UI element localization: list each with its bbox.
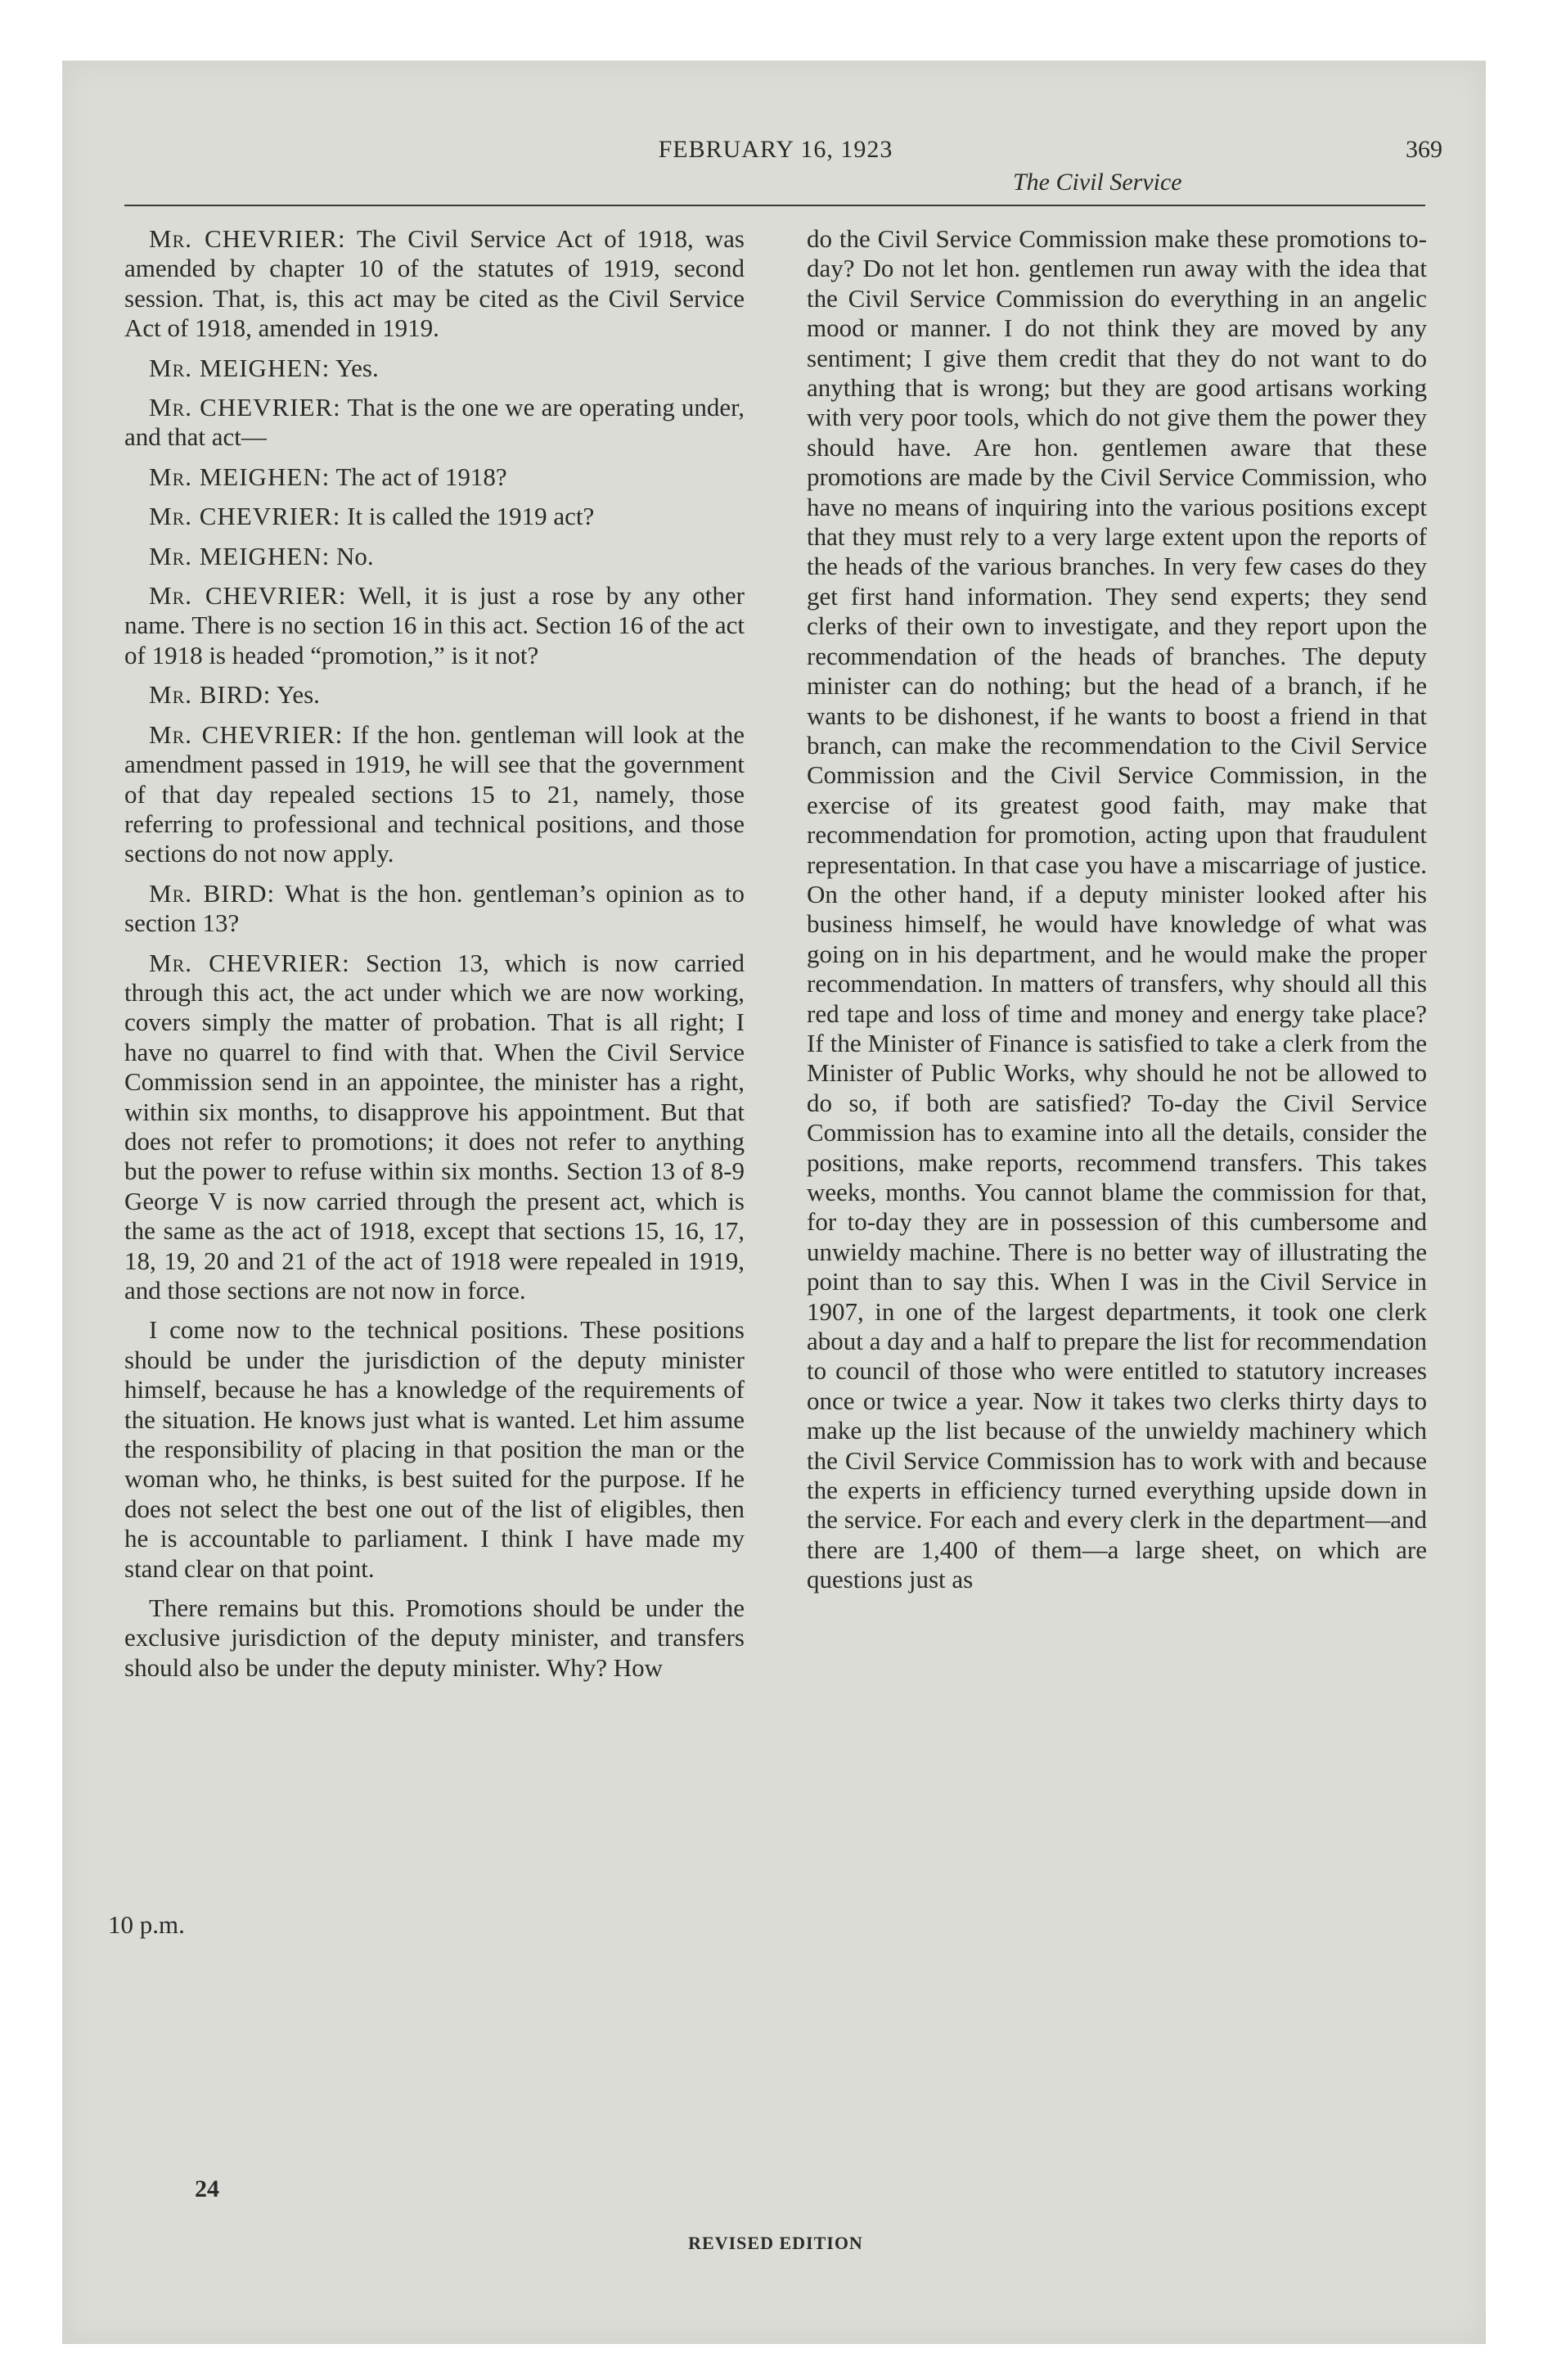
speaker-name: Mr. CHEVRIER: [149,948,350,977]
edition-label: REVISED EDITION [688,2233,863,2253]
paragraph-text: do the Civil Service Commission make these promotions to-day? Do not let hon. gentlemen run away with the idea that the Civil Service Commission do everything in an angelic mood or manner. I do not think they are moved by any sentiment; I give them credit that they do not want to do anything that is wrong; but they are good artisans working with very poor tools, which do not give them the power they should have. Are hon. gentlemen aware that these promotions are made by the Civil Service Commission, who have no means of inquiring into the various positions except that they must rely to a very large extent upon the reports of the heads of the various branches. In very few cases do they get first hand information. They send experts; they send clerks of their own to investigate, and they report upon the recommendation of the heads of branches. The deputy minister can do nothing; but the head of a branch, if he wants to be dishonest, if he wants to boost a friend in that branch, can make the recommendation to the Civil Service Commission and the Civil Service Commission, in the exercise of its greatest good faith, may make that recommendation for promotion, acting upon that fraudulent representation. In that case you have a miscarriage of justice. On the other hand, if a deputy minister looked after his business himself, he would have knowledge of what was going on in his department, and he would make the proper recommendation. In matters of transfers, why should all this red tape and loss of time and money and energy take place? If the Minister of Finance is satisfied to take a clerk from the Minister of Public Works, why should he not be allowed to do so, if both are satisfied? To-day the Civil Service Commission has to examine into all the details, consider the positions, make reports, recommend transfers. This takes weeks, months. You cannot blame the commission for that, for to-day they are in possession of this cumbersome and unwieldy machine. There is no better way of illustrating the point than to say this. When I was in the Civil Service in 1907, in one of the largest departments, it took one clerk about a day and a half to prepare the list for recommendation to council of those who were entitled to statutory increases once or twice a year. Now it takes two clerks thirty days to make up the list because of the unwieldy machinery which the Civil Service Commission has to work with and because the experts in efficiency turned everything upside down in the service. For each and every clerk in the department—and there are 1,400 of them—a large sheet, on which are questions just as [807,224,1427,1594]
paragraph [124,949,745,1306]
speaker-name: Mr. CHEVRIER: [149,719,344,749]
time-margin-note: 10 p.m. [108,1910,185,1939]
speaker-name: Mr. BIRD: [149,878,276,908]
paragraph [124,542,745,571]
header-section-title: The Civil Service [1013,169,1182,196]
page-sheet [62,61,1486,2344]
paragraph-text: Yes. [277,680,320,710]
paragraph [124,462,745,492]
paragraph [807,224,1427,1595]
paragraph-text: No. [336,541,374,570]
page-content [108,61,1442,2344]
paragraph-text: If the hon. gentleman will look at the amendment passed in 1919, he will see that the government of that day repealed sections 15 to 21, namely, those referring to professional and technical positions, and those sections do not now apply. [124,719,745,868]
paragraph-text: There remains but this. Promotions should be under the exclusive jurisdiction of the deputy minister, and transfers should also be under the deputy minister. Why? How [124,1593,745,1682]
speaker-name: Mr. BIRD: [149,680,272,710]
speaker-name: Mr. MEIGHEN: [149,353,331,382]
header-rule [124,205,1425,206]
speaker-name: Mr. CHEVRIER: [149,581,347,611]
paragraph [124,393,745,453]
paragraph-text: The Civil Service Act of 1918, was amended by chapter 10 of the statutes of 1919, second session. That, is, this act may be cited as the Civil Service Act of 1918, amended in 1919. [124,224,745,343]
paragraph [124,680,745,710]
header-date: FEBRUARY 16, 1923 [658,136,893,163]
right-column [807,224,1427,1605]
speaker-name: Mr. MEIGHEN: [149,462,331,491]
paragraph-text: Well, it is just a rose by any other name. There is no section 16 in this act. Section 16 of the act of 1918 is headed “promotion,” is it not? [124,581,745,669]
paragraph-text: What is the hon. gentleman’s opinion as to section 13? [124,878,745,938]
left-column [124,224,745,1693]
paragraph [124,581,745,670]
paragraph [124,354,745,383]
paragraph [124,1315,745,1584]
speaker-name: Mr. MEIGHEN: [149,541,331,570]
paragraph [124,1593,745,1683]
paragraph [124,502,745,531]
speaker-name: Mr. CHEVRIER: [149,224,346,253]
paragraph [124,879,745,939]
speaker-name: Mr. CHEVRIER: [149,502,341,531]
paragraph-text: The act of 1918? [335,462,507,491]
header-page-number: 369 [1406,136,1442,163]
paragraph-text: Section 13, which is now carried through this act, the act under which we are now working, covers simply the matter of probation. That is all right; I have no quarrel to find with that. When the Civil Service Commission send in an appointee, the minister has a right, within six months, to disapprove his appointment. But that does not refer to promotions; it does not refer to anything but the power to refuse within six months. Section 13 of 8-9 George V is now carried through the present act, which is the same as the act of 1918, except that sections 15, 16, 17, 18, 19, 20 and 21 of the act of 1918 were repealed in 1919, and those sections are not now in force. [124,948,745,1305]
paragraph-text: I come now to the technical positions. These positions should be under the jurisdiction of the deputy minister himself, because he has a knowledge of the requirements of the situation. He knows just what is wanted. Let him assume the responsibility of placing in that position the man or the woman who, he thinks, is best suited for the purpose. If he does not select the best one out of the list of eligibles, then he is accountable to parliament. I think I have made my stand clear on that point. [124,1315,745,1583]
signature-number: 24 [195,2175,219,2202]
paragraph-text: That is the one we are operating under, and that act— [124,393,745,452]
paragraph [124,720,745,869]
paragraph-text: Yes. [335,353,379,382]
speaker-name: Mr. CHEVRIER: [149,393,341,422]
paragraph [124,224,745,344]
paragraph-text: It is called the 1919 act? [347,502,595,531]
